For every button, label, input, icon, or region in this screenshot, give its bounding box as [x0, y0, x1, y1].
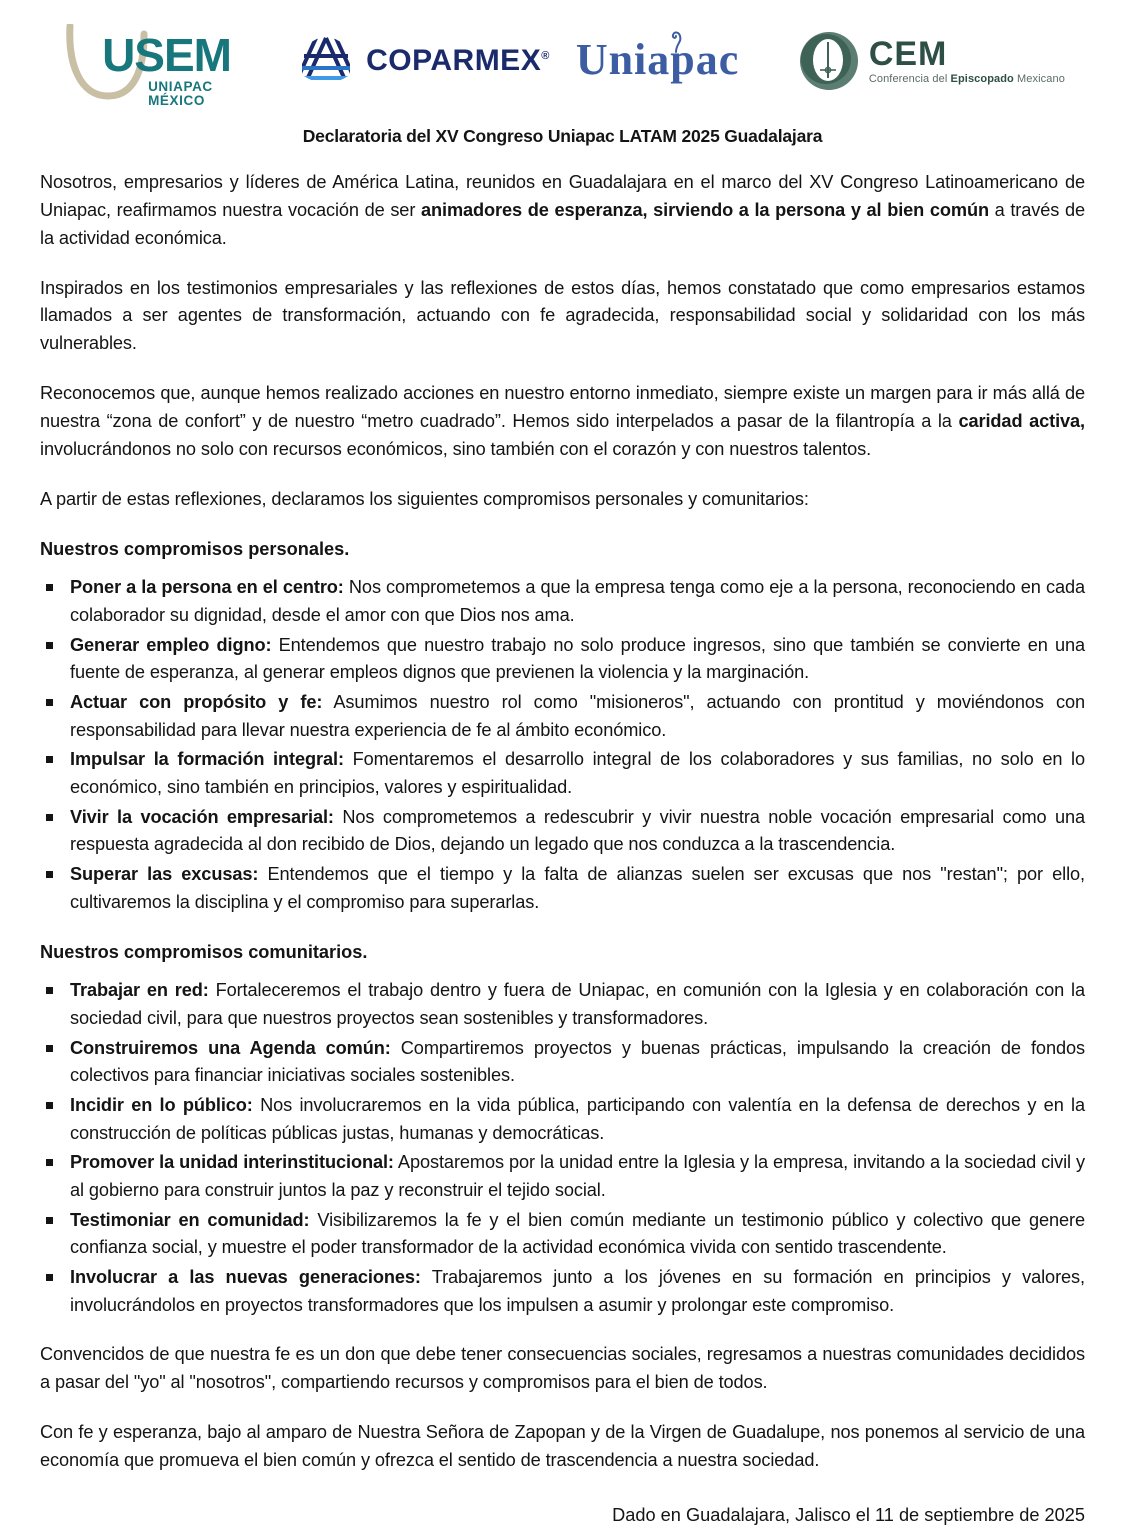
- list-item-lead: Involucrar a las nuevas generaciones:: [70, 1266, 421, 1287]
- intro-text-a: Nosotros, empresarios y líderes de América Latina, reunidos en Guadalajara en el marco del XV Congreso Latinoamericano de Uniapac, reafirmamos nuestra vocación de ser: [40, 172, 1085, 220]
- bullet-square-icon: [46, 987, 53, 994]
- paragraph-confe: Con fe y esperanza, bajo al amparo de Nuestra Señora de Zapopan y de la Virgen de Guadalupe, nos ponemos al servicio de una economía que promueva el bien común y ofrezca el sentido de trascendencia a nuestra sociedad.: [40, 1421, 1085, 1470]
- list-item-lead: Generar empleo digno:: [70, 634, 272, 655]
- reconocemos-text-bold: caridad activa,: [958, 410, 1086, 431]
- list-item: [40, 861, 1085, 916]
- document-title: Declaratoria del XV Congreso Uniapac LATAM 2025 Guadalajara: [302, 126, 823, 146]
- cem-logo: [798, 30, 1065, 92]
- intro-paragraph: [40, 169, 1085, 253]
- list-item-lead: Actuar con propósito y fe:: [70, 692, 323, 713]
- list-item: [40, 632, 1085, 687]
- paragraph-apartir: A partir de estas reflexiones, declaramos los siguientes compromisos personales y comunitarios:: [40, 488, 809, 509]
- bullet-square-icon: [46, 584, 53, 591]
- coparmex-registered-mark: ®: [541, 50, 550, 62]
- coparmex-wordmark-text: COPARMEX: [366, 44, 542, 77]
- cem-wordmark: CEM: [868, 35, 948, 73]
- bullet-square-icon: [46, 699, 53, 706]
- list-item-lead: Construiremos una Agenda común:: [70, 1037, 391, 1058]
- list-item-lead: Promover la unidad interinstitucional:: [70, 1152, 394, 1173]
- list-item-body: Nos comprometemos a redescubrir y vivir nuestra noble vocación empresarial como una respuesta agradecida al don recibido de Dios, dejando un legado que nos conduzca a la trascendencia.: [70, 806, 1085, 855]
- list-item: [40, 574, 1085, 629]
- paragraph-convencidos: Convencidos de que nuestra fe es un don que debe tener consecuencias sociales, regresamos a nuestras comunidades decididos a pasar del "yo" al "nosotros", compartiendo recursos y compromisos para el bien de todos.: [40, 1344, 1085, 1393]
- list-item-body: Nos involucraremos en la vida pública, participando con valentía en la defensa de derechos y en la construcción de políticas públicas justas, humanas y democráticas.: [70, 1094, 1085, 1143]
- list-item-body: Entendemos que nuestro trabajo no solo produce ingresos, sino que también se convierte en una fuente de esperanza, al generar empleos dignos que previenen la violencia y la marginación.: [70, 634, 1085, 683]
- list-item-lead: Superar las excusas:: [70, 864, 259, 884]
- list-item: [40, 1207, 1085, 1262]
- section-heading-personales: Nuestros compromisos personales.: [40, 539, 350, 560]
- list-item: [40, 1035, 1085, 1090]
- cem-subtitle-post: Mexicano: [1013, 73, 1065, 85]
- reconocemos-text-a: Reconocemos que, aunque hemos realizado acciones en nuestro entorno inmediato, siempre existe un margen para ir más allá de nuestra “zona de confort” y de nuestro “metro cuadrado”. Hemos sido interpelados a pasar de la filantropía a la: [40, 383, 1085, 431]
- list-item-lead: Vivir la vocación empresarial:: [70, 806, 334, 827]
- reconocemos-text-c: involucrándonos no solo con recursos económicos, sino también con el corazón y con nuestros talentos.: [40, 438, 872, 459]
- bullet-square-icon: [46, 1274, 53, 1281]
- commitments-list-personales: [40, 574, 1085, 916]
- uniapac-wordmark: Uniapac: [575, 35, 740, 84]
- intro-text-c: a través de la actividad económica.: [40, 199, 1085, 248]
- coparmex-hexagon-icon: [298, 32, 354, 90]
- list-item-body: Fortaleceremos el trabajo dentro y fuera de Uniapac, en comunión con la Iglesia y en colaboración con la sociedad civil, para que nuestros proyectos sean sostenibles y transformadores.: [70, 980, 1086, 1028]
- bullet-square-icon: [46, 1045, 53, 1052]
- bullet-square-icon: [46, 642, 53, 649]
- paragraph-inspirados: Inspirados en los testimonios empresariales y las reflexiones de estos días, hemos constatado que como empresarios estamos llamados a ser agentes de transformación, actuando con fe agradecida, responsabilidad social y solidaridad con los más vulnerables.: [40, 277, 1085, 354]
- coparmex-wordmark: [366, 44, 550, 78]
- list-item: [40, 1149, 1085, 1204]
- signature-line: Dado en Guadalajara, Jalisco el 11 de septiembre de 2025: [612, 1504, 1085, 1525]
- list-item-body: Compartiremos proyectos y buenas prácticas, impulsando la creación de fondos colectivos para financiar iniciativas sociales sostenibles.: [70, 1037, 1085, 1086]
- logo-header: [40, 0, 1085, 108]
- list-item-lead: Trabajar en red:: [70, 980, 209, 1001]
- list-item-body: Visibilizaremos la fe y el bien común mediante un testimonio público y colectivo que genere confianza social, y muestre el poder transformador de la actividad económica vivida con sentido trascendente.: [70, 1209, 1085, 1258]
- usem-subtitle: UNIAPAC MÉXICO: [148, 79, 213, 108]
- list-item-lead: Poner a la persona en el centro:: [70, 577, 344, 598]
- cem-emblem-icon: [798, 30, 860, 92]
- bullet-square-icon: [46, 756, 53, 763]
- paragraph-reconocemos: [40, 380, 1085, 464]
- list-item: [40, 1264, 1085, 1319]
- coparmex-logo: [298, 32, 550, 90]
- list-item-lead: Incidir en lo público:: [70, 1094, 253, 1115]
- uniapac-logo: [576, 26, 772, 96]
- cem-subtitle-bold: Episcopado: [950, 73, 1014, 85]
- list-item: [40, 746, 1085, 801]
- list-item-body: Entendemos que el tiempo y la falta de alianzas suelen ser excusas que nos "restan"; por ello, cultivaremos la disciplina y el compromiso para superarlas.: [70, 864, 1085, 912]
- list-item: [40, 1092, 1085, 1147]
- section-heading-comunitarios: Nuestros compromisos comunitarios.: [40, 942, 368, 963]
- cem-subtitle-pre: Conferencia del: [868, 73, 951, 85]
- commitments-list-comunitarios: [40, 977, 1085, 1319]
- bullet-square-icon: [46, 814, 53, 821]
- list-item-body: Fomentaremos el desarrollo integral de los colaboradores y sus familias, no solo en lo económico, sino también en principios, valores y espiritualidad.: [70, 749, 1085, 798]
- list-item: [40, 804, 1085, 859]
- usem-logo: [60, 20, 272, 108]
- intro-text-bold: animadores de esperanza, sirviendo a la persona y al bien común: [420, 199, 989, 220]
- bullet-square-icon: [46, 1159, 53, 1166]
- list-item-body: Trabajaremos junto a los jóvenes en su formación en principios y valores, involucrándolos en proyectos transformadores que los impulsen a asumir y prolongar este compromiso.: [70, 1266, 1085, 1315]
- list-item: [40, 689, 1085, 744]
- bullet-square-icon: [46, 1102, 53, 1109]
- list-item: [40, 977, 1085, 1032]
- usem-wordmark: USEM: [102, 29, 231, 81]
- list-item-lead: Testimoniar en comunidad:: [70, 1209, 310, 1230]
- cem-subtitle: [869, 74, 1065, 85]
- list-item-body: Asumimos nuestro rol como "misioneros", actuando con prontitud y moviéndonos con responsabilidad para llevar nuestra experiencia de fe al ámbito económico.: [70, 692, 1085, 740]
- cem-wordmark-group: [869, 37, 1065, 85]
- list-item-lead: Impulsar la formación integral:: [70, 749, 344, 770]
- list-item-body: Apostaremos por la unidad entre la Iglesia y la empresa, invitando a la sociedad civil y al gobierno para construir juntos la paz y reconstruir el tejido social.: [70, 1152, 1085, 1200]
- list-item-body: Nos comprometemos a que la empresa tenga como eje a la persona, reconociendo en cada colaborador su dignidad, desde el amor con que Dios nos ama.: [70, 577, 1085, 626]
- bullet-square-icon: [46, 871, 53, 878]
- bullet-square-icon: [46, 1217, 53, 1224]
